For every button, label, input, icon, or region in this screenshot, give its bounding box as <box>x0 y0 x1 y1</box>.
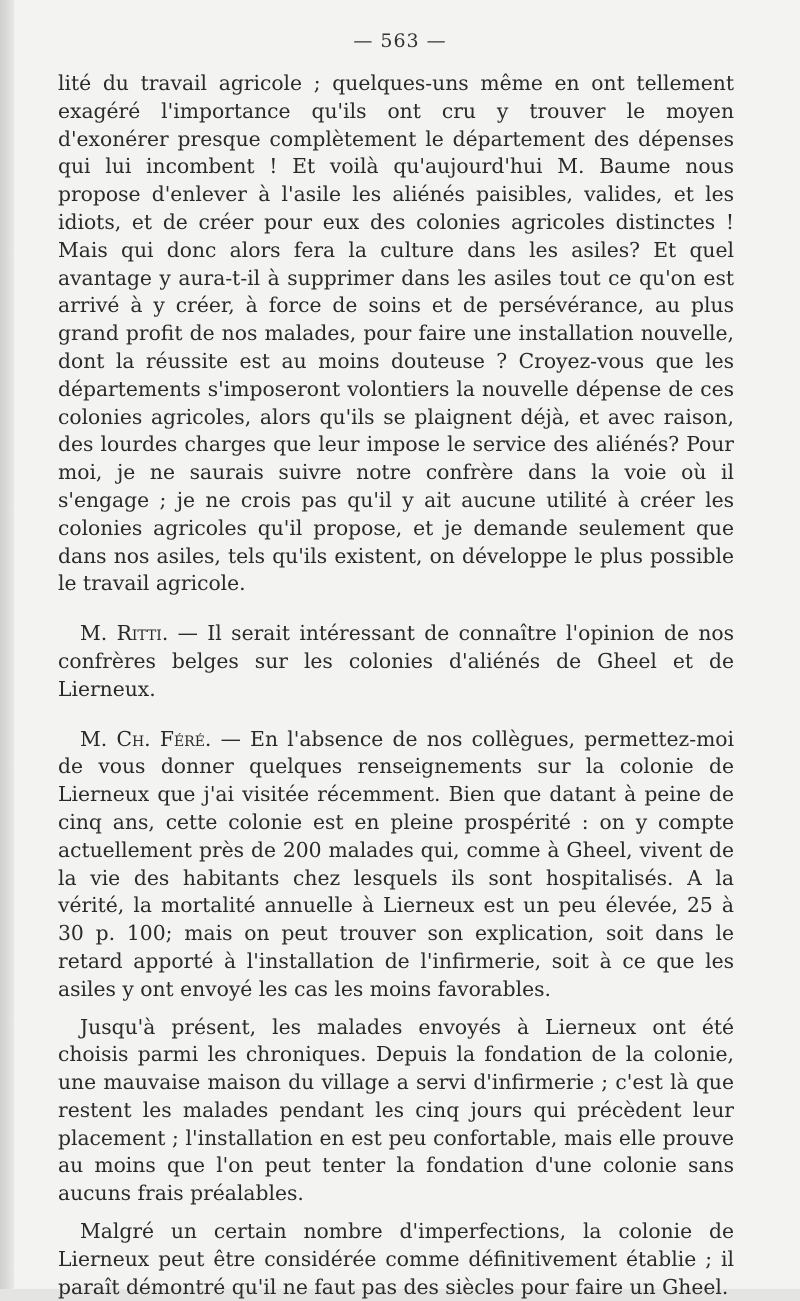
speaker-ritti: M. Ritti. <box>80 621 169 646</box>
speech-fere: — En l'absence de nos collègues, permettez-moi de vous donner quelques renseignements sur la colonie de Lierneux que j'ai visitée récemment. Bien que datant à peine de cinq ans, cette colonie est en pleine prospérité : on y compte actuellement près de 200 malades qui, comme à Gheel, vivent de la vie des habitants chez lesquels ils sont hospitalisés. A la vérité, la mortalité annuelle à Lierneux est un peu élevée, 25 à 30 p. 100; mais on peut trouver son explication, soit dans le retard apporté à l'installation de l'infirmerie, soit à ce que les asiles y ont envoyé les cas les moins favorables. <box>58 726 734 1001</box>
paragraph-continuation: lité du travail agricole ; quelques-uns même en ont tellement exagéré l'importance qu'ils ont cru y trouver le moyen d'exonérer presque complètement le département des dépenses qui lui incombent ! Et voilà qu'aujourd'hui M. Baume nous propose d'enlever à l'asile les aliénés paisibles, valides, et les idiots, et de créer pour eux des colonies agricoles distinctes ! Mais qui donc alors fera la culture dans les asiles? Et quel avantage y aura-t-il à supprimer dans les asiles tout ce qu'on est arrivé à y créer, à force de soins et de persévérance, au plus grand profit de nos malades, pour faire une installation nouvelle, dont la réussite est au moins douteuse ? Croyez-vous que les départements s'imposeront volontiers la nouvelle dépense de ces colonies agricoles, alors qu'ils se plaignent déjà, et avec raison, des lourdes charges que leur impose le service des aliénés? Pour moi, je ne saurais suivre notre confrère dans la voie où il s'engage ; je ne crois pas qu'il y ait aucune utilité à créer les colonies agricoles qu'il propose, et je demande seulement que dans nos asiles, tels qu'ils existent, on développe le plus possible le travail agricole. <box>58 71 734 596</box>
binding-shadow <box>0 0 14 1289</box>
paragraph-fere <box>58 726 734 1004</box>
speech-ritti: — Il serait intéressant de connaître l'opinion de nos confrères belges sur les colonies d'aliénés de Gheel et de Lierneux. <box>58 621 735 701</box>
page-number: — 563 — <box>353 30 447 52</box>
paragraph-lierneux-conclusion: Malgré un certain nombre d'imperfections, la colonie de Lierneux peut être considérée comme définitivement établie ; il paraît démontré qu'il ne faut pas des siècles pour faire un Gheel. <box>58 1219 734 1299</box>
paragraph-ritti <box>58 620 734 703</box>
paragraph-lierneux-chroniques: Jusqu'à présent, les malades envoyés à Lierneux ont été choisis parmi les chroniques. Depuis la fondation de la colonie, une mauvaise maison du village a servi d'infirmerie ; c'est là que restent les malades pendant les cinq jours qui précèdent leur placement ; l'installation en est peu confortable, mais elle prouve au moins que l'on peut tenter la fondation d'une colonie sans aucuns frais préalables. <box>58 1014 734 1206</box>
speaker-fere: M. Ch. Féré. <box>80 726 212 751</box>
body-text <box>58 70 734 1301</box>
